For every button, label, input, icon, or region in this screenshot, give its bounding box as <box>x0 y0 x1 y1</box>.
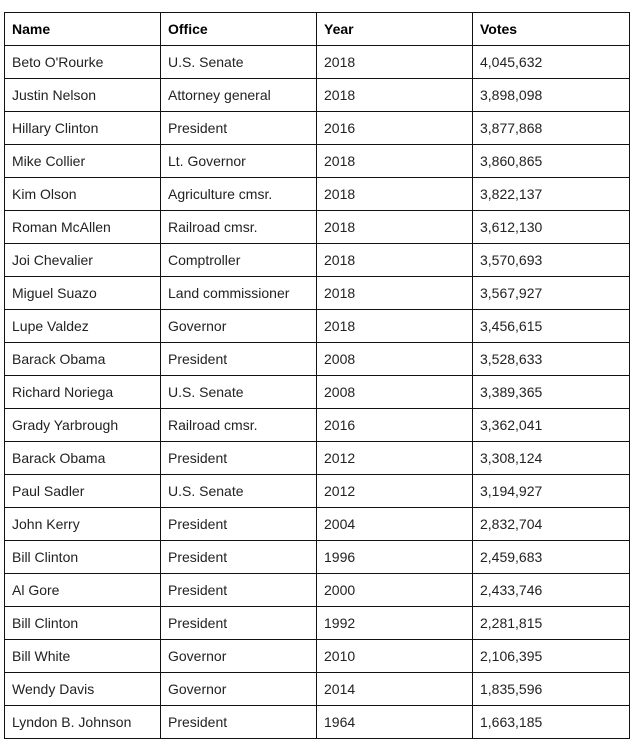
cell-votes: 1,835,596 <box>473 673 630 706</box>
cell-votes: 3,898,098 <box>473 79 630 112</box>
cell-votes: 3,389,365 <box>473 376 630 409</box>
header-office: Office <box>161 13 317 46</box>
cell-office: U.S. Senate <box>161 46 317 79</box>
cell-votes: 2,459,683 <box>473 541 630 574</box>
cell-office: Governor <box>161 640 317 673</box>
cell-votes: 2,281,815 <box>473 607 630 640</box>
cell-year: 2018 <box>317 145 473 178</box>
cell-year: 2010 <box>317 640 473 673</box>
cell-name: Lyndon B. Johnson <box>5 706 161 739</box>
cell-name: Al Gore <box>5 574 161 607</box>
cell-year: 2012 <box>317 442 473 475</box>
cell-name: Roman McAllen <box>5 211 161 244</box>
header-row <box>5 13 630 46</box>
cell-name: Miguel Suazo <box>5 277 161 310</box>
cell-name: Hillary Clinton <box>5 112 161 145</box>
table-row <box>5 673 630 706</box>
header-name: Name <box>5 13 161 46</box>
cell-year: 2018 <box>317 178 473 211</box>
table-header <box>5 13 630 46</box>
table-row <box>5 706 630 739</box>
cell-office: Comptroller <box>161 244 317 277</box>
table-row <box>5 46 630 79</box>
cell-name: Grady Yarbrough <box>5 409 161 442</box>
cell-office: President <box>161 574 317 607</box>
cell-name: Kim Olson <box>5 178 161 211</box>
cell-year: 1996 <box>317 541 473 574</box>
cell-office: Governor <box>161 310 317 343</box>
cell-office: Agriculture cmsr. <box>161 178 317 211</box>
cell-votes: 3,456,615 <box>473 310 630 343</box>
cell-office: U.S. Senate <box>161 376 317 409</box>
table-row <box>5 409 630 442</box>
results-table-container <box>4 12 630 739</box>
cell-year: 2008 <box>317 343 473 376</box>
cell-name: Richard Noriega <box>5 376 161 409</box>
table-row <box>5 508 630 541</box>
cell-votes: 3,362,041 <box>473 409 630 442</box>
cell-office: President <box>161 706 317 739</box>
cell-office: Attorney general <box>161 79 317 112</box>
cell-year: 2018 <box>317 79 473 112</box>
cell-year: 2008 <box>317 376 473 409</box>
cell-name: Wendy Davis <box>5 673 161 706</box>
cell-office: U.S. Senate <box>161 475 317 508</box>
cell-votes: 3,528,633 <box>473 343 630 376</box>
cell-name: Mike Collier <box>5 145 161 178</box>
cell-votes: 1,663,185 <box>473 706 630 739</box>
cell-year: 2016 <box>317 112 473 145</box>
cell-year: 2018 <box>317 46 473 79</box>
cell-name: Justin Nelson <box>5 79 161 112</box>
cell-office: President <box>161 442 317 475</box>
cell-votes: 3,822,137 <box>473 178 630 211</box>
table-row <box>5 79 630 112</box>
cell-year: 1992 <box>317 607 473 640</box>
cell-votes: 3,194,927 <box>473 475 630 508</box>
cell-year: 2012 <box>317 475 473 508</box>
cell-votes: 3,877,868 <box>473 112 630 145</box>
cell-office: Lt. Governor <box>161 145 317 178</box>
table-row <box>5 376 630 409</box>
cell-office: Railroad cmsr. <box>161 409 317 442</box>
table-row <box>5 442 630 475</box>
table-row <box>5 277 630 310</box>
table-row <box>5 211 630 244</box>
cell-year: 2000 <box>317 574 473 607</box>
table-row <box>5 475 630 508</box>
table-row <box>5 145 630 178</box>
header-year: Year <box>317 13 473 46</box>
table-row <box>5 574 630 607</box>
cell-year: 2018 <box>317 244 473 277</box>
table-row <box>5 343 630 376</box>
table-row <box>5 178 630 211</box>
table-row <box>5 310 630 343</box>
cell-name: Paul Sadler <box>5 475 161 508</box>
cell-year: 2004 <box>317 508 473 541</box>
cell-office: President <box>161 508 317 541</box>
cell-office: Land commissioner <box>161 277 317 310</box>
cell-year: 2014 <box>317 673 473 706</box>
cell-name: Bill Clinton <box>5 541 161 574</box>
table-row <box>5 541 630 574</box>
cell-year: 2018 <box>317 310 473 343</box>
cell-office: President <box>161 541 317 574</box>
cell-votes: 2,832,704 <box>473 508 630 541</box>
cell-year: 2018 <box>317 211 473 244</box>
table-row <box>5 244 630 277</box>
cell-votes: 3,308,124 <box>473 442 630 475</box>
votes-table <box>4 12 630 739</box>
cell-name: Barack Obama <box>5 442 161 475</box>
cell-name: Beto O'Rourke <box>5 46 161 79</box>
cell-name: Barack Obama <box>5 343 161 376</box>
cell-votes: 3,567,927 <box>473 277 630 310</box>
cell-office: Governor <box>161 673 317 706</box>
table-row <box>5 112 630 145</box>
table-row <box>5 607 630 640</box>
cell-votes: 2,106,395 <box>473 640 630 673</box>
table-body <box>5 46 630 739</box>
cell-year: 2018 <box>317 277 473 310</box>
cell-votes: 2,433,746 <box>473 574 630 607</box>
cell-votes: 3,570,693 <box>473 244 630 277</box>
cell-year: 2016 <box>317 409 473 442</box>
cell-votes: 4,045,632 <box>473 46 630 79</box>
cell-office: President <box>161 343 317 376</box>
cell-office: Railroad cmsr. <box>161 211 317 244</box>
cell-name: Bill Clinton <box>5 607 161 640</box>
cell-year: 1964 <box>317 706 473 739</box>
cell-votes: 3,612,130 <box>473 211 630 244</box>
cell-office: President <box>161 607 317 640</box>
cell-votes: 3,860,865 <box>473 145 630 178</box>
table-row <box>5 640 630 673</box>
header-votes: Votes <box>473 13 630 46</box>
cell-name: John Kerry <box>5 508 161 541</box>
cell-name: Bill White <box>5 640 161 673</box>
cell-office: President <box>161 112 317 145</box>
cell-name: Joi Chevalier <box>5 244 161 277</box>
cell-name: Lupe Valdez <box>5 310 161 343</box>
